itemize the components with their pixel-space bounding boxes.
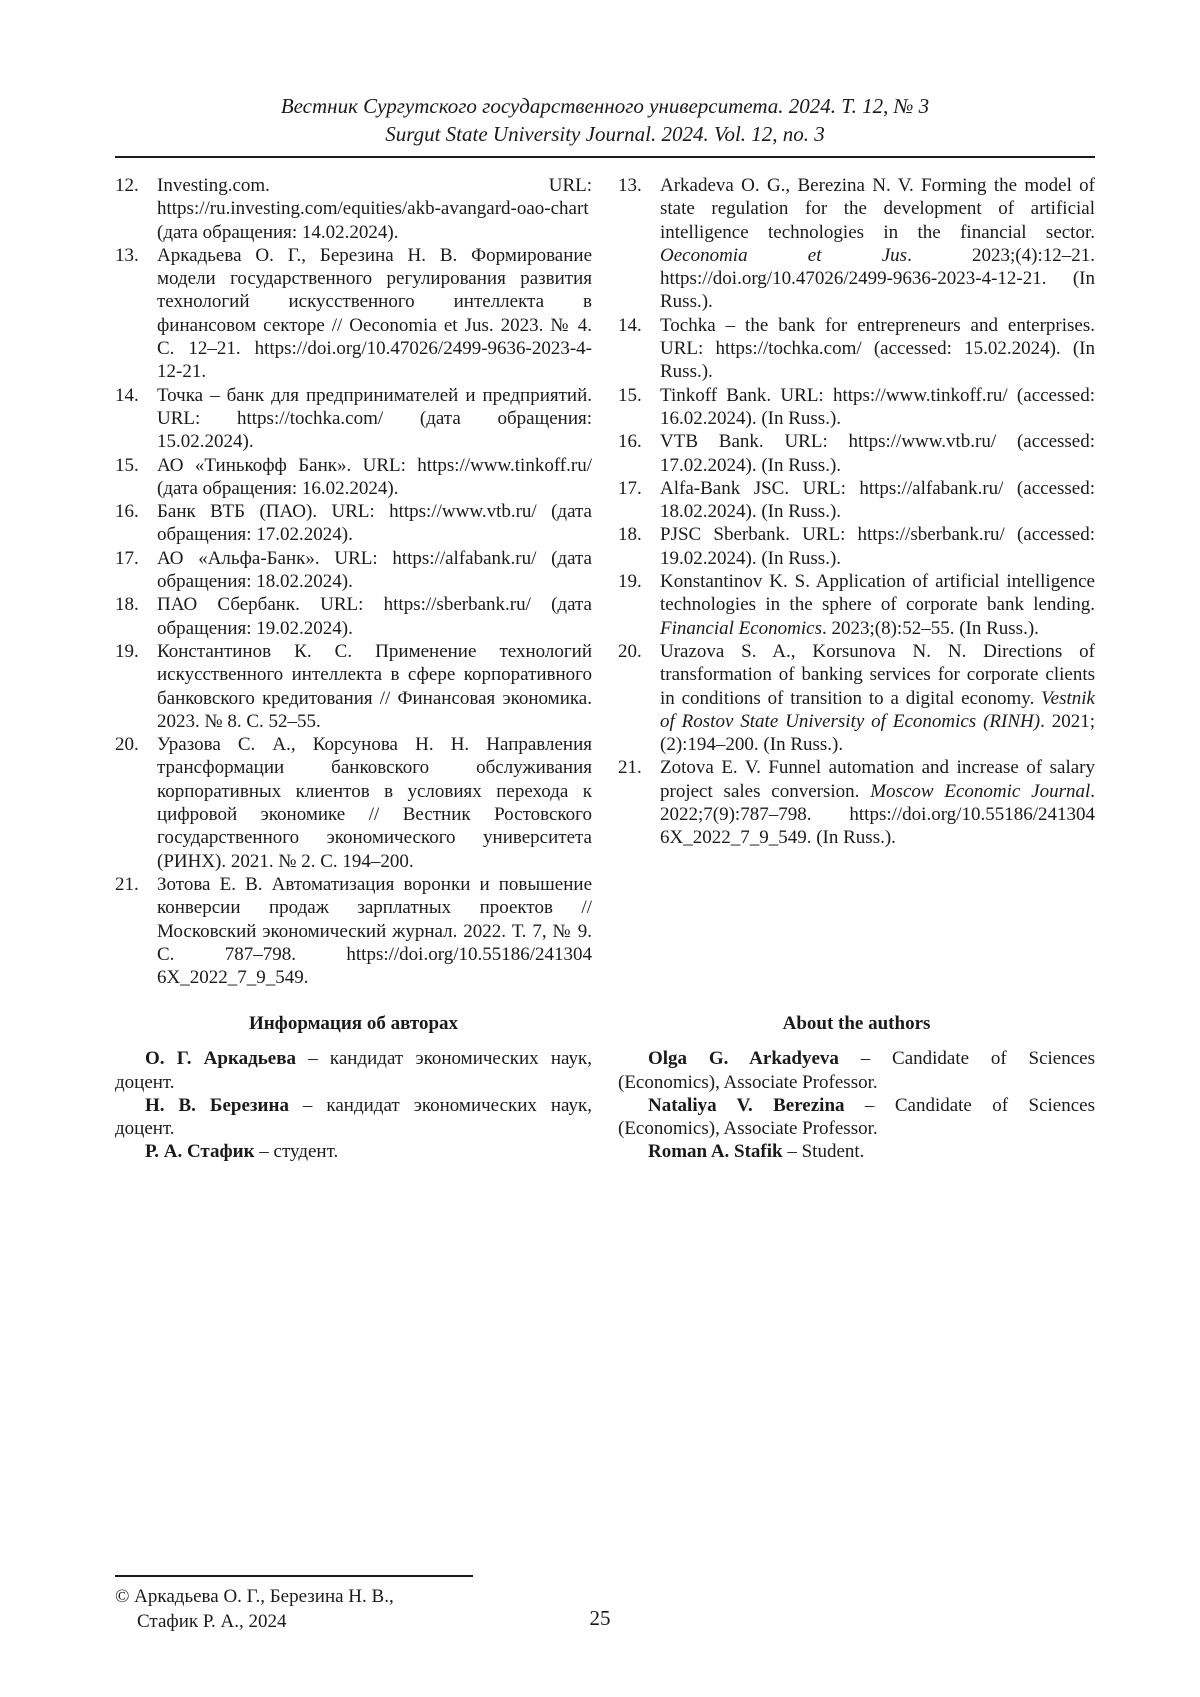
reference-item [115,547,592,594]
header-line-en: Surgut State University Journal. 2024. Vol. 12, no. 3 [115,120,1095,148]
author-entry [618,1094,1095,1141]
reference-item [618,477,1095,524]
reference-item [618,756,1095,849]
reference-text: АО «Альфа-Банк». URL: https://alfabank.ru/ (дата обращения: 18.02.2024). [157,548,592,592]
reference-text: Investing.com. URL: https://ru.investing.com/equities/akb-avangard-oao-chart (дата обращения: 14.02.2024). [157,175,592,243]
reference-text-tail: . 2023;(4):12–21. https://doi.org/10.47026/2499-9636-2023-4-12-21. (In Russ.). [660,245,1095,313]
reference-item [115,873,592,989]
author-description: – кандидат экономических наук, доцент. [115,1095,592,1139]
author-entry [618,1140,1095,1163]
reference-text: Zotova E. V. Funnel automation and increase of salary project sales conversion. [660,757,1095,801]
reference-item [115,384,592,454]
reference-number: 20. [618,640,642,663]
authors-heading-en: About the authors [618,1012,1095,1035]
references-ru [115,174,592,989]
reference-text: PJSC Sberbank. URL: https://sberbank.ru/ (accessed: 19.02.2024). (In Russ.). [660,524,1095,568]
reference-text: Банк ВТБ (ПАО). URL: https://www.vtb.ru/ (дата обращения: 17.02.2024). [157,501,592,545]
reference-text: Аркадьева О. Г., Березина Н. В. Формирование модели государственного регулирования развития технологий искусственного интеллекта в финансовом секторе // Oeconomia et Jus. 2023. № 4. С. 12–21. https://doi.org/10.47026/2499-9636-2023-4-12-21. [157,245,592,382]
reference-text: ПАО Сбербанк. URL: https://sberbank.ru/ (дата обращения: 19.02.2024). [157,594,592,638]
reference-item [618,430,1095,477]
author-name: Nataliya V. Berezina [648,1095,845,1116]
reference-source-title: Vestnik of Rostov State University of Economics (RINH) [660,688,1095,732]
header-line-ru: Вестник Сургутского государственного университета. 2024. Т. 12, № 3 [115,92,1095,120]
reference-item [115,593,592,640]
reference-item [115,244,592,384]
reference-text: Точка – банк для предпринимателей и предприятий. URL: https://tochka.com/ (дата обращения: 15.02.2024). [157,385,592,453]
reference-number: 21. [618,756,642,779]
reference-item [115,454,592,501]
authors-heading-ru: Информация об авторах [115,1012,592,1035]
reference-item [618,570,1095,640]
reference-text: Зотова Е. В. Автоматизация воронки и повышение конверсии продаж зарплатных проектов // Московский экономический журнал. 2022. Т. 7, № 9. С. 787–798. https://doi.org/10.55186/241304 6X_2022_7_9_549. [157,874,592,988]
reference-text-tail: . 2022;7(9):787–798. https://doi.org/10.55186/241304 6X_2022_7_9_549. (In Russ.). [660,781,1095,849]
reference-number: 13. [115,244,139,267]
reference-source-title: Financial Economics [660,618,822,639]
author-description: – Candidate of Sciences (Economics), Associate Professor. [618,1095,1095,1139]
reference-item [115,640,592,733]
reference-item [115,500,592,547]
reference-item [618,174,1095,314]
reference-item [115,733,592,873]
author-name: Н. В. Березина [145,1095,289,1116]
reference-number: 20. [115,733,139,756]
reference-number: 21. [115,873,139,896]
reference-text: Alfa-Bank JSC. URL: https://alfabank.ru/ (accessed: 18.02.2024). (In Russ.). [660,478,1095,522]
author-entry [115,1047,592,1094]
author-description: – Candidate of Sciences (Economics), Associate Professor. [618,1048,1095,1092]
reference-number: 16. [618,430,642,453]
reference-text: Уразова С. А., Корсунова Н. Н. Направления трансформации банковского обслуживания корпоративных клиентов в условиях перехода к цифровой экономике // Вестник Ростовского государственного экономического университета (РИНХ). 2021. № 2. С. 194–200. [157,734,592,871]
reference-number: 18. [115,593,139,616]
reference-source-title: Oeconomia et Jus [660,245,907,266]
author-name: Р. А. Стафик [145,1141,255,1162]
references-en [618,174,1095,850]
reference-item [618,314,1095,384]
copyright-notice [115,1584,394,1634]
reference-text: Tinkoff Bank. URL: https://www.tinkoff.ru/ (accessed: 16.02.2024). (In Russ.). [660,385,1095,429]
journal-header [115,92,1095,148]
reference-number: 13. [618,174,642,197]
author-entry [115,1140,592,1163]
reference-number: 14. [618,314,642,337]
author-description: – Student. [783,1141,865,1162]
reference-text: VTB Bank. URL: https://www.vtb.ru/ (accessed: 17.02.2024). (In Russ.). [660,431,1095,475]
reference-number: 15. [618,384,642,407]
copyright-line-1: © Аркадьева О. Г., Березина Н. В., [115,1584,394,1609]
reference-text: Tochka – the bank for entrepreneurs and enterprises. URL: https://tochka.com/ (accessed: 15.02.2024). (In Russ.). [660,315,1095,383]
authors-info-ru [115,1012,592,1164]
reference-number: 18. [618,523,642,546]
reference-item [115,174,592,244]
author-description: – кандидат экономических наук, доцент. [115,1048,592,1092]
reference-item [618,640,1095,756]
author-description: – студент. [255,1141,339,1162]
author-entry [115,1094,592,1141]
reference-text-tail: . 2023;(8):52–55. (In Russ.). [822,618,1039,639]
author-name: Olga G. Arkadyeva [648,1048,839,1069]
author-entry [618,1047,1095,1094]
reference-text-tail: . 2021;(2):194–200. (In Russ.). [660,711,1095,755]
author-name: О. Г. Аркадьева [145,1048,296,1069]
page-number: 25 [560,1606,640,1631]
reference-item [618,384,1095,431]
reference-text: Константинов К. С. Применение технологий искусственного интеллекта в сфере корпоративного банковского кредитования // Финансовая экономика. 2023. № 8. С. 52–55. [157,641,592,732]
reference-number: 19. [115,640,139,663]
authors-info-en [618,1012,1095,1164]
reference-number: 17. [618,477,642,500]
reference-item [618,523,1095,570]
reference-source-title: Moscow Economic Journal [870,781,1090,802]
copyright-line-2: Стафик Р. А., 2024 [115,1609,394,1634]
reference-text: Konstantinov K. S. Application of artificial intelligence technologies in the sphere of corporate bank lending. [660,571,1095,615]
reference-number: 19. [618,570,642,593]
reference-number: 12. [115,174,139,197]
author-name: Roman A. Stafik [648,1141,783,1162]
reference-number: 15. [115,454,139,477]
reference-number: 14. [115,384,139,407]
reference-number: 16. [115,500,139,523]
reference-text: Arkadeva O. G., Berezina N. V. Forming the model of state regulation for the development of artificial intelligence technologies in the financial sector. [660,175,1095,243]
reference-text: Urazova S. A., Korsunova N. N. Directions of transformation of banking services for corporate clients in conditions of transition to a digital economy. [660,641,1095,709]
header-rule [115,156,1095,158]
reference-number: 17. [115,547,139,570]
footnote-rule [115,1575,473,1577]
reference-text: АО «Тинькофф Банк». URL: https://www.tinkoff.ru/ (дата обращения: 16.02.2024). [157,455,592,499]
